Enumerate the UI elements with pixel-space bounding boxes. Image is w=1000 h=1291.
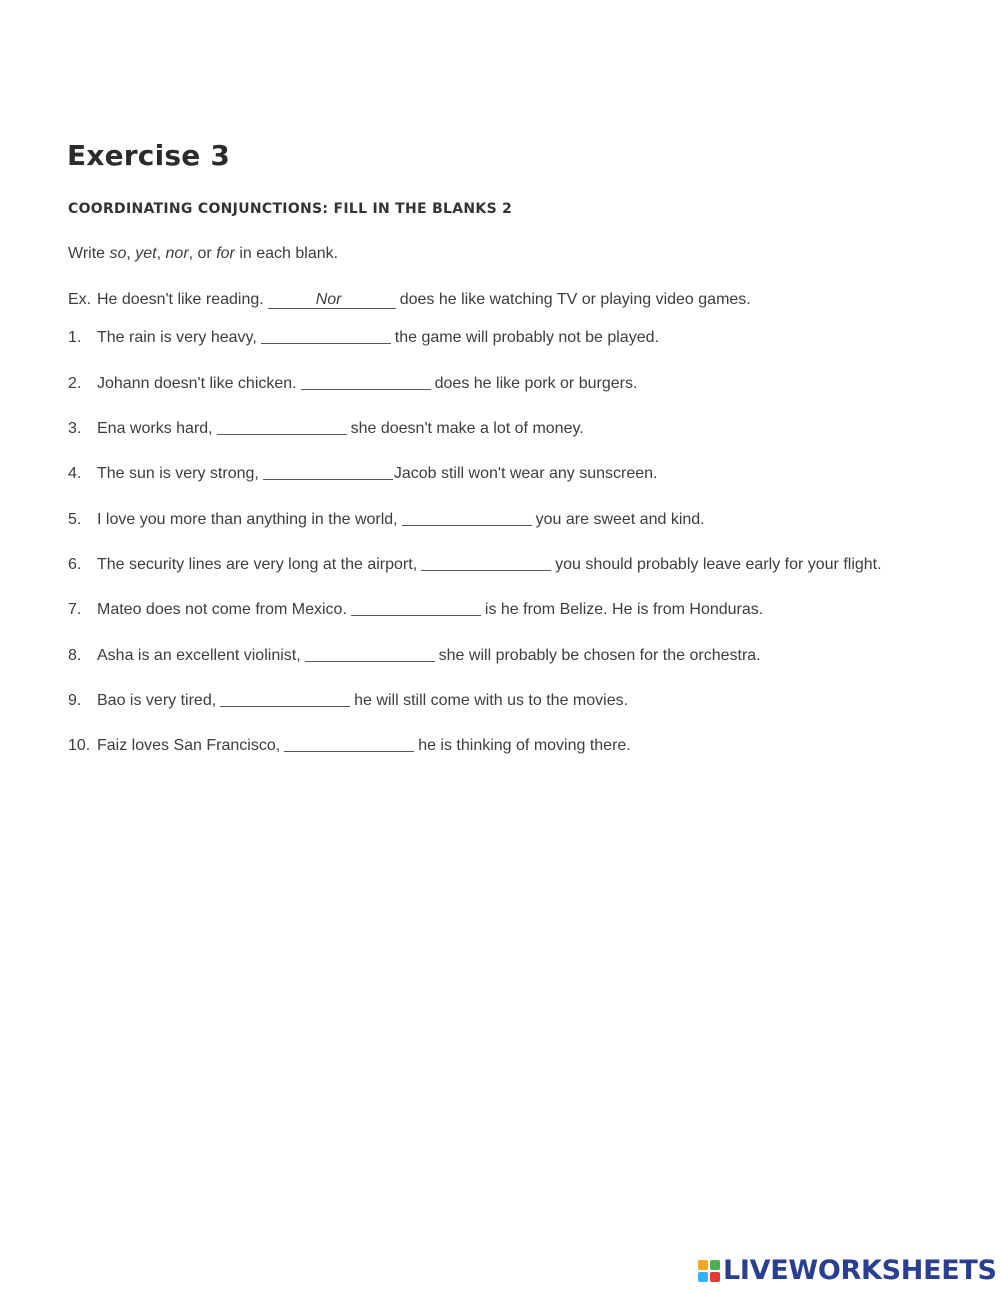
question-number: 7. — [68, 601, 82, 618]
liveworksheets-logo — [698, 1255, 997, 1287]
question-text-after: she doesn't make a lot of money. — [350, 420, 584, 437]
question-row — [68, 461, 657, 484]
page-subtitle: COORDINATING CONJUNCTIONS: FILL IN THE BLANKS 2 — [68, 201, 513, 217]
instructions-sep: , — [156, 245, 166, 262]
answer-blank[interactable] — [220, 690, 350, 707]
logo-square — [698, 1260, 708, 1270]
question-row — [68, 507, 705, 530]
answer-blank[interactable] — [301, 373, 431, 390]
question-row — [68, 733, 631, 756]
question-text-after: the game will probably not be played. — [394, 329, 659, 346]
question-number: 6. — [68, 556, 82, 573]
question-row — [68, 325, 659, 348]
question-text-after: he is thinking of moving there. — [418, 737, 631, 754]
logo-squares-icon — [698, 1260, 720, 1282]
instructions-sep: , — [126, 245, 136, 262]
question-row — [68, 688, 628, 711]
question-text-before: Faiz loves San Francisco, — [97, 737, 281, 754]
example-line — [68, 290, 751, 310]
logo-square — [710, 1272, 720, 1282]
question-number: 4. — [68, 465, 82, 482]
question-text-after: he will still come with us to the movies. — [354, 692, 629, 709]
answer-blank[interactable] — [421, 554, 551, 571]
example-text-before: He doesn't like reading. — [97, 291, 264, 308]
question-row — [68, 643, 761, 666]
answer-blank[interactable] — [261, 327, 391, 344]
instructions-word-nor: nor — [165, 245, 189, 262]
question-text-after: is he from Belize. He is from Honduras. — [484, 601, 764, 618]
example-label: Ex. — [68, 291, 92, 308]
answer-blank[interactable] — [402, 509, 532, 526]
question-text-before: The sun is very strong, — [97, 465, 259, 482]
question-text-before: Ena works hard, — [97, 420, 213, 437]
question-row — [68, 371, 637, 394]
question-text-before: I love you more than anything in the world, — [97, 511, 398, 528]
question-text-after: does he like pork or burgers. — [434, 375, 638, 392]
example-text-after: does he like watching TV or playing video games. — [399, 291, 751, 308]
question-text-after: you should probably leave early for your flight. — [555, 556, 882, 573]
instructions-word-so: so — [109, 245, 127, 262]
question-text-before: The rain is very heavy, — [97, 329, 257, 346]
page-title: Exercise 3 — [67, 139, 231, 172]
question-text-before: Johann doesn't like chicken. — [97, 375, 297, 392]
question-number: 10. — [68, 737, 91, 754]
answer-blank[interactable] — [351, 599, 481, 616]
question-row — [68, 597, 763, 620]
logo-text: LIVEWORKSHEETS — [723, 1255, 997, 1286]
instructions-word-yet: yet — [135, 245, 157, 262]
instructions-sep: , or — [188, 245, 217, 262]
instructions-prefix: Write — [68, 245, 110, 262]
question-row — [68, 552, 882, 575]
question-text-before: Bao is very tired, — [97, 692, 217, 709]
question-text-before: Mateo does not come from Mexico. — [97, 601, 347, 618]
example-answer-blank: Nor — [268, 291, 396, 309]
answer-blank[interactable] — [284, 735, 414, 752]
answer-blank[interactable] — [305, 645, 435, 662]
question-text-after: Jacob still won't wear any sunscreen. — [393, 465, 658, 482]
answer-blank[interactable] — [217, 418, 347, 435]
question-row — [68, 416, 584, 439]
logo-square — [710, 1260, 720, 1270]
instructions-word-for: for — [216, 245, 235, 262]
question-number: 9. — [68, 692, 82, 709]
question-number: 2. — [68, 375, 82, 392]
instructions — [68, 244, 338, 264]
question-number: 1. — [68, 329, 82, 346]
question-number: 8. — [68, 647, 82, 664]
question-number: 5. — [68, 511, 82, 528]
instructions-suffix: in each blank. — [234, 245, 339, 262]
question-text-after: she will probably be chosen for the orchestra. — [438, 647, 761, 664]
question-text-before: Asha is an excellent violinist, — [97, 647, 301, 664]
question-text-after: you are sweet and kind. — [535, 511, 705, 528]
question-number: 3. — [68, 420, 82, 437]
answer-blank[interactable] — [263, 463, 393, 480]
logo-square — [698, 1272, 708, 1282]
question-text-before: The security lines are very long at the airport, — [97, 556, 418, 573]
